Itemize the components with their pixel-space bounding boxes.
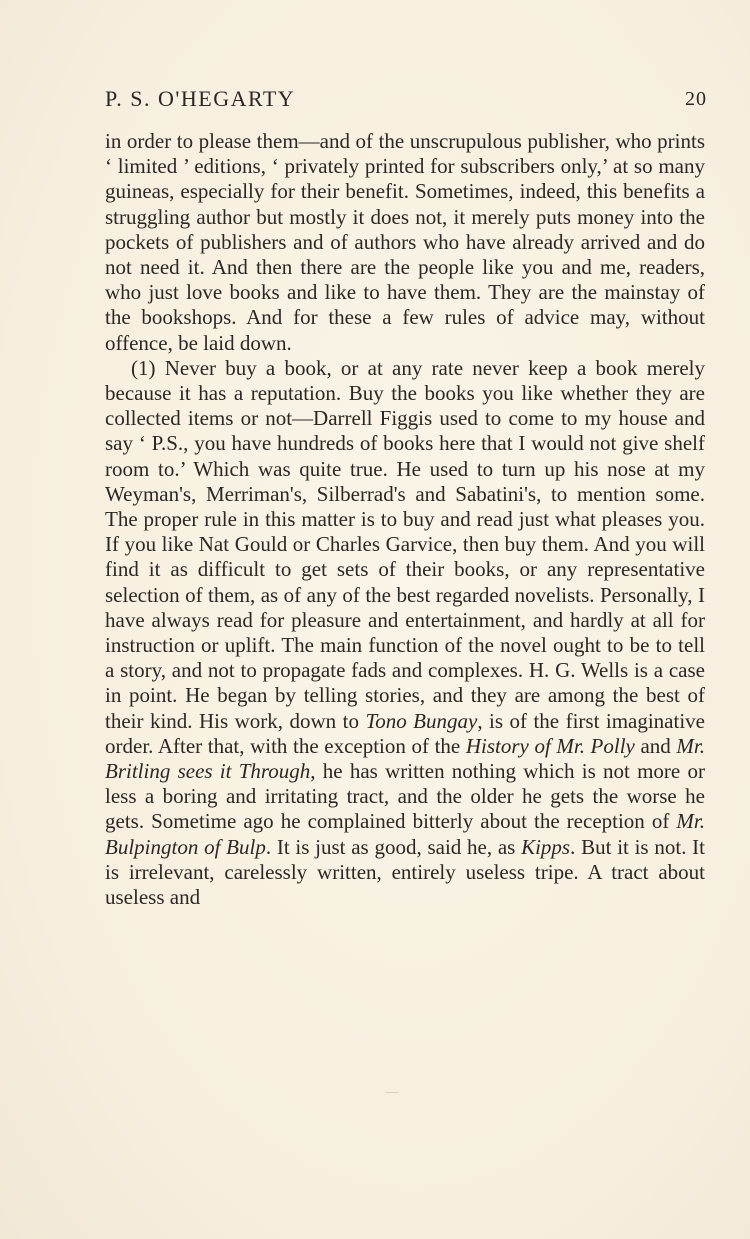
book-title-italic: Mr. Bulpington of Bulp bbox=[105, 809, 705, 859]
page-mark bbox=[385, 1092, 399, 1093]
book-title-italic: History of Mr. Polly bbox=[465, 733, 635, 758]
text-run: , is of the first imaginative order. After that, with the exception of the bbox=[105, 708, 705, 758]
running-head: P. S. O'HEGARTY bbox=[105, 86, 296, 111]
body-text bbox=[105, 129, 705, 910]
page-number: 20 bbox=[685, 88, 707, 110]
book-title-italic: Tono Bungay bbox=[365, 708, 478, 733]
text-run: (1) Never buy a book, or at any rate never keep a book merely because it has a reputation. Buy the books you like whether they are collected items or not—Darrell Figgis used to come to my house and say ‘ P.S., you have hundreds of books here that I would not give shelf room to.’ Which was quite true. He used to turn up his nose at my Weyman's, Merriman's, Silberrad's and Sabatini's, to mention some. The proper rule in this matter is to buy and read just what pleases you. If you like Nat Gould or Charles Garvice, then buy them. And you will find it as difficult to get sets of their books, or any representative selection of them, as of any of the best regarded novelists. Personally, I have always read for pleasure and entertainment, and hardly at all for instruction or uplift. The main function of the novel ought to be to tell a story, and not to propagate fads and complexes. H. G. Wells is a case in point. He began by telling stories, and they are among the best of their kind. His work, down to bbox=[105, 355, 705, 733]
text-run: . But it is not. It is irrelevant, carelessly written, entirely useless tripe. A tract about useless and bbox=[105, 834, 706, 910]
book-title-italic: Kipps bbox=[521, 834, 571, 859]
text-run: . It is just as good, said he, as bbox=[265, 834, 522, 859]
text-run: and bbox=[634, 733, 677, 758]
paragraph-1 bbox=[105, 129, 705, 356]
text-run: in order to please them—and of the unscrupulous publisher, who prints ‘ limited ’ editions, ‘ privately printed for subscribers only,’ at so many guineas, especially for their benefit. Sometimes, indeed, this benefits a struggling author but mostly it does not, it merely puts money into the pockets of publishers and of authors who have already arrived and do not need it. And then there are the people like you and me, readers, who just love books and like to have them. They are the mainstay of the bookshops. And for these a few rules of advice may, without offence, be laid down. bbox=[105, 129, 705, 355]
page-header bbox=[105, 86, 707, 116]
paragraph-2 bbox=[105, 356, 705, 910]
book-title-italic: Mr. Britling sees it Through bbox=[105, 733, 705, 784]
text-run: , he has written nothing which is not more or less a boring and irritating tract, and the older he gets the worse he gets. Sometime ago he complained bitterly about the reception of bbox=[105, 759, 705, 834]
